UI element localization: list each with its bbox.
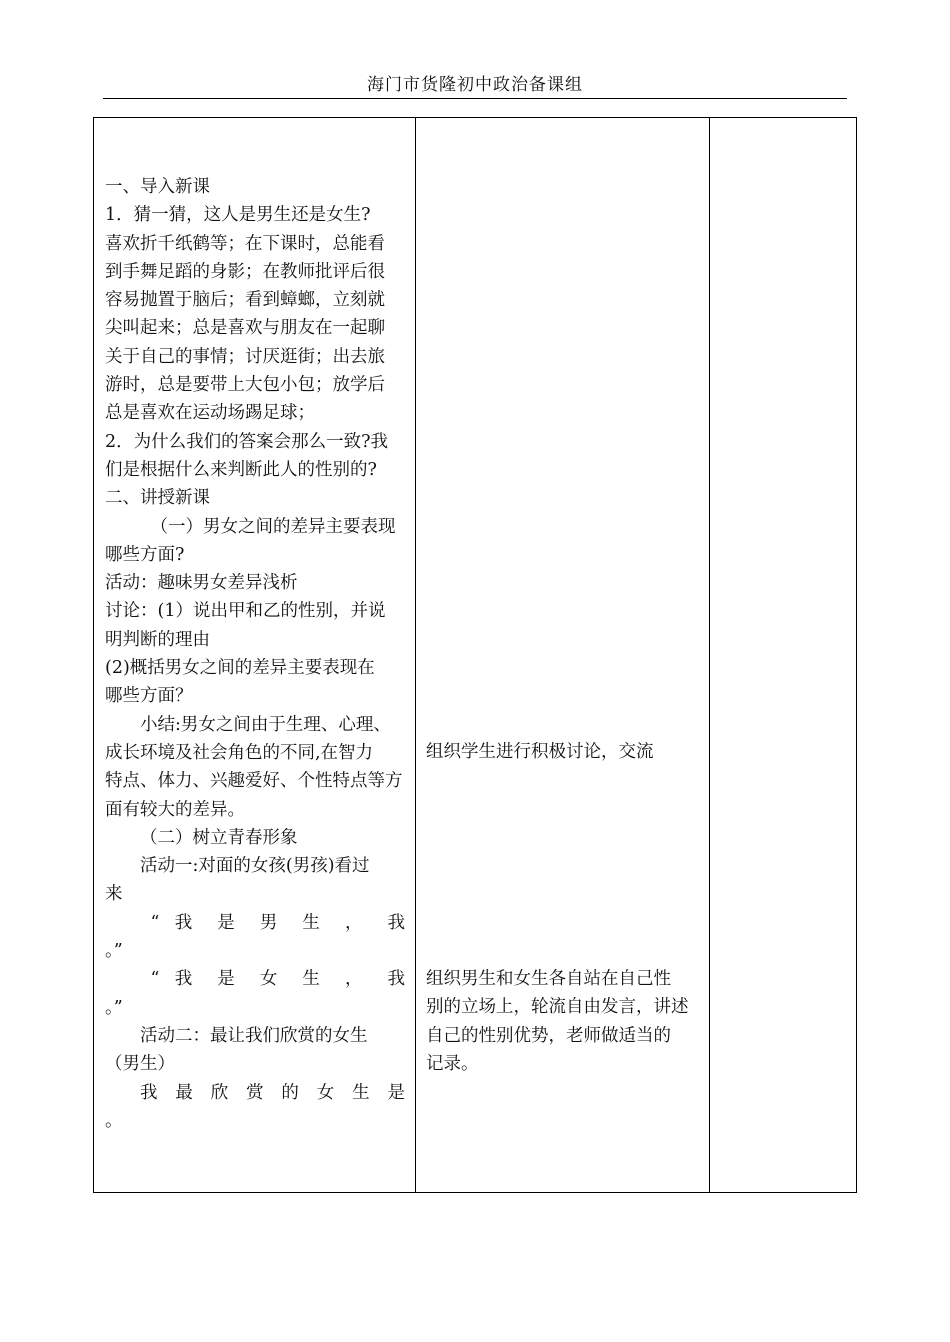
header-title: 海门市货隆初中政治备课组: [367, 75, 583, 95]
text-line: 组织男生和女生各自站在自己性: [426, 969, 671, 989]
text-line: （男生）: [105, 1054, 175, 1075]
text-line: （一）男女之间的差异主要表现: [150, 516, 396, 537]
text-line: 。”: [105, 997, 123, 1018]
column-divider-1: [415, 118, 416, 1192]
text-line: 明判断的理由: [105, 629, 210, 650]
text-line: 哪些方面？: [105, 686, 193, 707]
text-line: “ 我 是 男 生 ， 我: [150, 912, 405, 933]
teaching-content-cell: [105, 173, 405, 1135]
text-line: (2)概括男女之间的差异主要表现在: [105, 658, 375, 679]
text-line: 我 最 欣 赏 的 女 生 是: [140, 1082, 405, 1103]
text-line: 组织学生进行积极讨论，交流: [426, 742, 654, 762]
text-line: 容易抛置于脑后；看到蟑螂，立刻就: [105, 290, 385, 311]
text-line: 。: [105, 1110, 123, 1131]
text-line: 关于自己的事情；讨厌逛街；出去旅: [105, 346, 385, 367]
text-line: 1．猜一猜，这人是男生还是女生?: [105, 205, 371, 226]
text-line: 讨论：(1）说出甲和乙的性别，并说: [105, 601, 386, 622]
text-line: 总是喜欢在运动场踢足球；: [105, 403, 315, 424]
text-line: 尖叫起来；总是喜欢与朋友在一起聊: [105, 318, 385, 339]
activity-note-speech: [426, 965, 709, 1078]
text-line: 特点、体力、兴趣爱好、个性特点等方: [105, 771, 403, 792]
text-line: 二、讲授新课: [105, 488, 210, 509]
text-line: 别的立场上，轮流自由发言，讲述: [426, 997, 689, 1018]
text-line: 面有较大的差异。: [105, 799, 245, 820]
text-line: （二）树立青春形象: [140, 827, 298, 848]
lesson-plan-table: [93, 117, 857, 1193]
text-line: 喜欢折千纸鹤等；在下课时，总能看: [105, 233, 385, 254]
text-line: 来: [105, 884, 123, 905]
text-line: 活动：趣味男女差异浅析: [105, 573, 298, 594]
text-line: 小结:男女之间由于生理、心理、: [140, 714, 391, 735]
text-line: 到手舞足蹈的身影；在教师批评后很: [105, 261, 385, 282]
text-line: 活动一:对面的女孩(男孩)看过: [140, 856, 370, 877]
text-line: 游时，总是要带上大包小包；放学后: [105, 375, 385, 396]
activity-note-discussion: [426, 738, 709, 766]
text-line: 一、导入新课: [105, 177, 210, 197]
text-line: 自己的性别优势，老师做适当的: [426, 1025, 671, 1046]
text-line: “ 我 是 女 生 ， 我: [150, 969, 405, 990]
text-line: 记录。: [426, 1053, 479, 1074]
text-line: 2．为什么我们的答案会那么一致?我: [105, 431, 389, 452]
text-line: 哪些方面?: [105, 544, 185, 565]
text-line: 们是根据什么来判断此人的性别的?: [105, 459, 377, 480]
text-line: 活动二：最让我们欣赏的女生: [140, 1025, 368, 1046]
page-header: [103, 72, 847, 99]
column-divider-2: [709, 118, 710, 1192]
text-line: 成长环境及社会角色的不同,在智力: [105, 742, 374, 763]
text-line: 。”: [105, 941, 123, 962]
